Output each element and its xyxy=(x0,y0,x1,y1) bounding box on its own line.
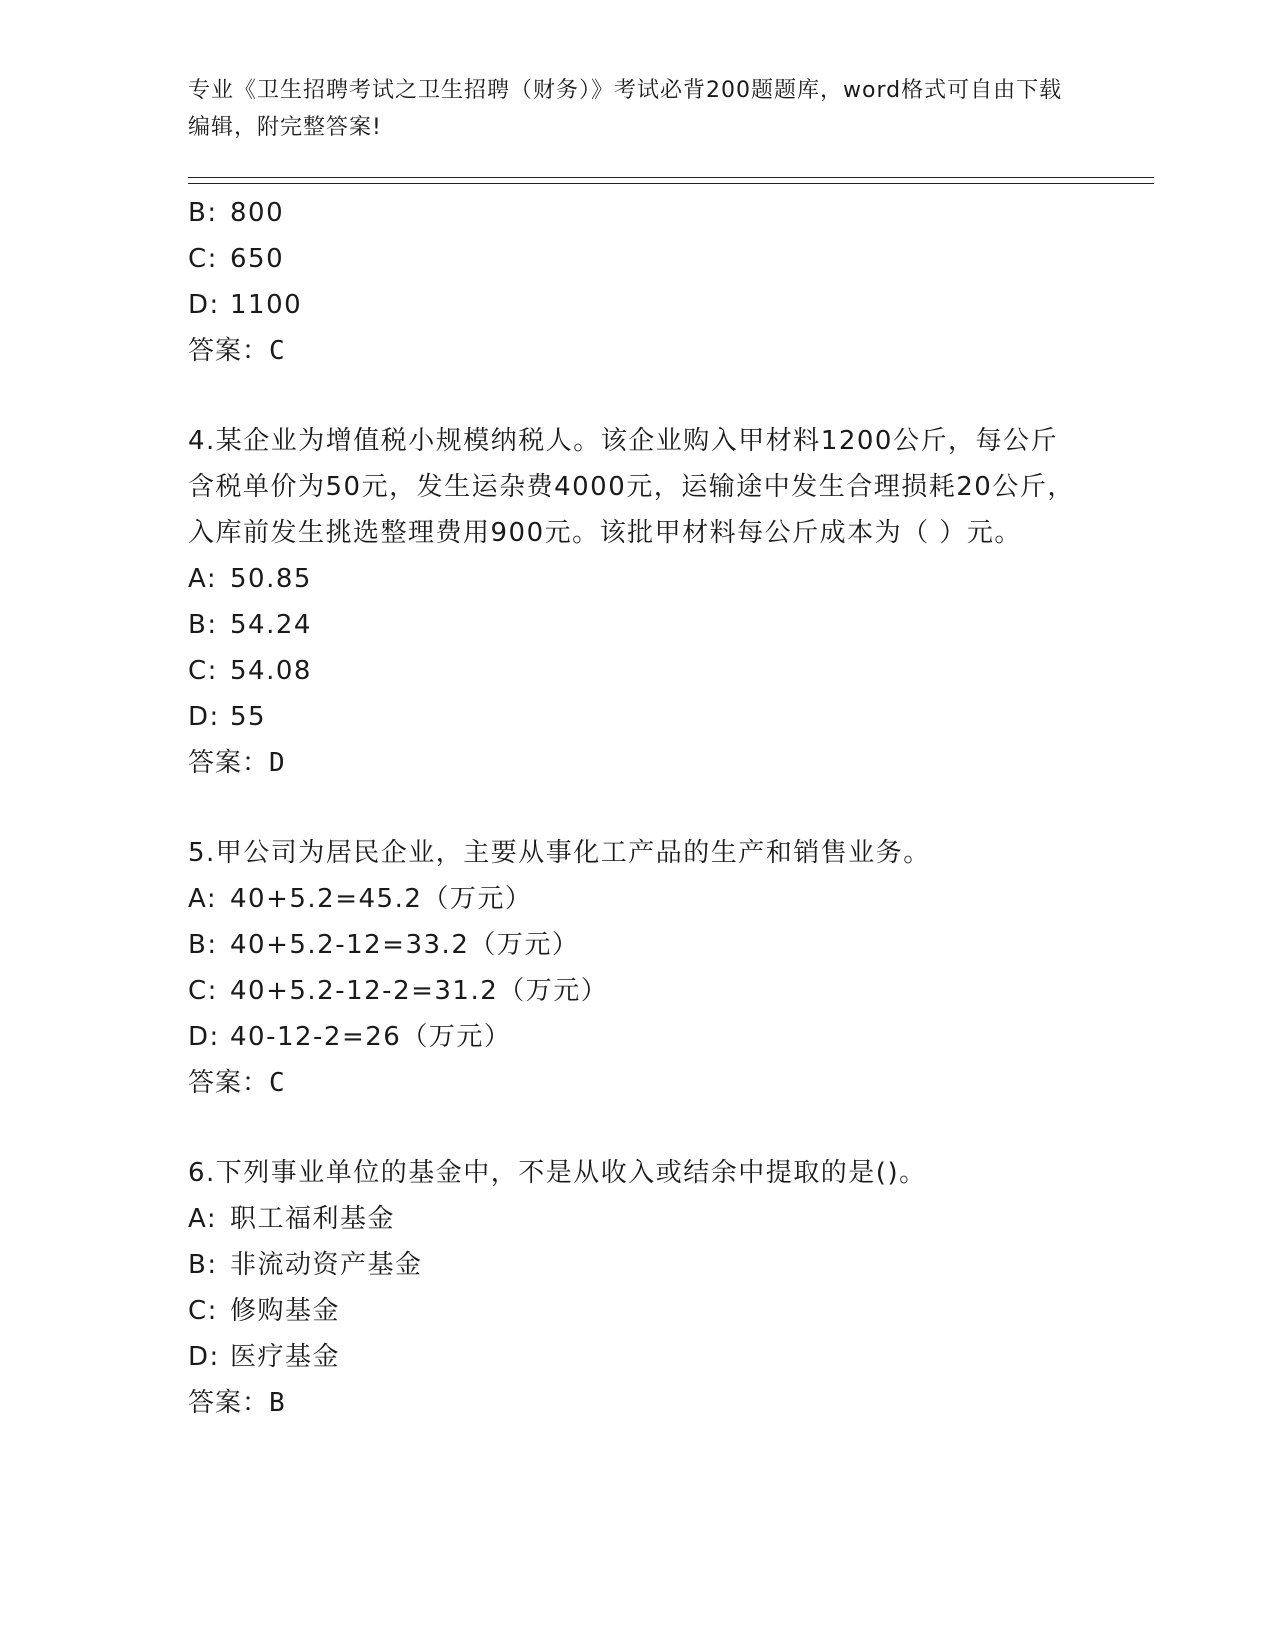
question-text: 4.某企业为增值税小规模纳税人。该企业购入甲材料1200公斤，每公斤含税单价为50元，发生运杂费4000元，运输途中发生合理损耗20公斤，入库前发生挑选整理费用900元。该批甲材料每公斤成本为（ ）元。 xyxy=(188,426,1075,548)
answer-line: 答案：D xyxy=(188,748,286,778)
question-text: 6.下列事业单位的基金中，不是从收入或结余中提取的是()。 xyxy=(188,1158,927,1188)
answer-line: 答案：C xyxy=(188,336,286,366)
document-body xyxy=(188,190,1088,1426)
question-4 xyxy=(188,418,1088,786)
option-b: B: 54.24 xyxy=(188,610,312,640)
option-a: A: 40+5.2=45.2（万元） xyxy=(188,884,533,914)
option-c: C: 修购基金 xyxy=(188,1296,341,1326)
page-header: 专业《卫生招聘考试之卫生招聘（财务）》考试必背200题题库，word格式可自由下载编辑，附完整答案! xyxy=(188,78,1063,140)
option-b: B: 40+5.2-12=33.2（万元） xyxy=(188,930,580,960)
question-6 xyxy=(188,1150,1088,1426)
option-c: C: 650 xyxy=(188,244,285,274)
answer-line: 答案：B xyxy=(188,1388,286,1418)
option-d: D: 医疗基金 xyxy=(188,1342,341,1372)
answer-line: 答案：C xyxy=(188,1068,286,1098)
option-c: C: 40+5.2-12-2=31.2（万元） xyxy=(188,976,609,1006)
option-b: B: 800 xyxy=(188,198,285,228)
question-text: 5.甲公司为居民企业，主要从事化工产品的生产和销售业务。 xyxy=(188,838,931,868)
question-carryover xyxy=(188,190,1088,374)
header-divider xyxy=(188,177,1154,184)
option-d: D: 55 xyxy=(188,702,267,732)
option-c: C: 54.08 xyxy=(188,656,312,686)
option-d: D: 1100 xyxy=(188,290,303,320)
option-a: A: 50.85 xyxy=(188,564,312,594)
option-b: B: 非流动资产基金 xyxy=(188,1250,423,1280)
option-a: A: 职工福利基金 xyxy=(188,1204,396,1234)
question-5 xyxy=(188,830,1088,1106)
option-d: D: 40-12-2=26（万元） xyxy=(188,1022,512,1052)
